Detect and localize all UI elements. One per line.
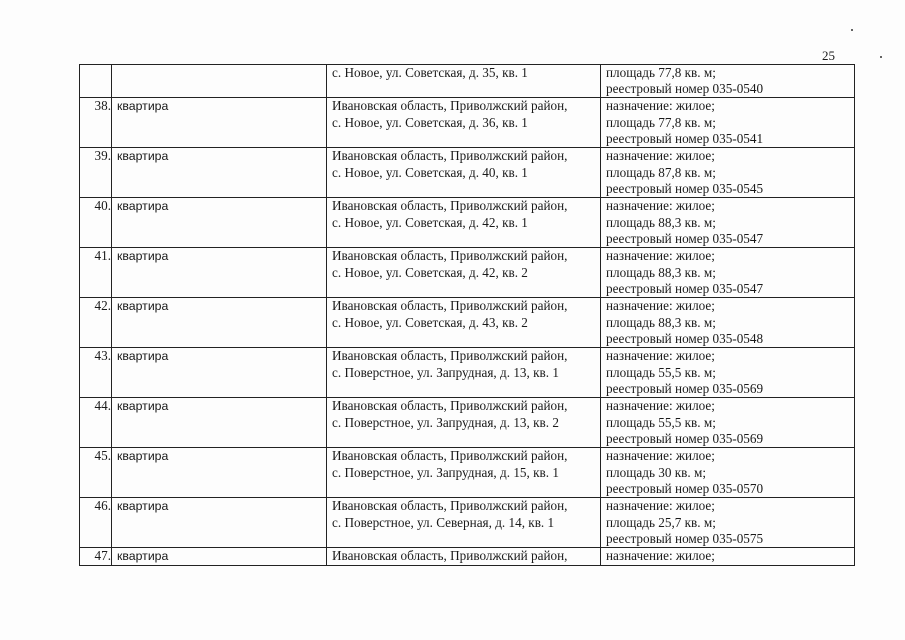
object-type-cell: квартира (112, 548, 327, 565)
row-number-cell (80, 65, 112, 98)
details-line: назначение: жилое; (606, 248, 715, 264)
details-line: площадь 55,5 кв. м; (606, 364, 716, 380)
address-line: с. Новое, ул. Советская, д. 36, кв. 1 (332, 114, 528, 130)
details-line: площадь 88,3 кв. м; (606, 314, 716, 330)
details-line: площадь 55,5 кв. м; (606, 414, 716, 430)
table-row (80, 198, 855, 248)
address-cell (327, 448, 601, 498)
row-number-cell: 42. (80, 298, 112, 348)
object-type-cell: квартира (112, 398, 327, 448)
details-line: реестровый номер 035-0540 (606, 81, 764, 97)
table-row (80, 298, 855, 348)
table-row (80, 148, 855, 198)
object-type-cell: квартира (112, 198, 327, 248)
details-line: реестровый номер 035-0569 (606, 430, 764, 446)
details-cell (601, 348, 855, 398)
address-line: с. Новое, ул. Советская, д. 42, кв. 1 (332, 214, 528, 230)
address-line: Ивановская область, Приволжский район, (332, 298, 568, 314)
address-cell (327, 198, 601, 248)
row-number-cell: 44. (80, 398, 112, 448)
address-cell (327, 298, 601, 348)
row-number-cell: 47. (80, 548, 112, 565)
address-line: Ивановская область, Приволжский район, (332, 198, 568, 214)
details-cell (601, 148, 855, 198)
object-type-cell: квартира (112, 498, 327, 548)
row-number-cell: 41. (80, 248, 112, 298)
address-line: с. Поверстное, ул. Северная, д. 14, кв. 1 (332, 514, 555, 530)
details-line: назначение: жилое; (606, 448, 715, 464)
address-cell (327, 148, 601, 198)
details-cell (601, 198, 855, 248)
address-cell (327, 398, 601, 448)
details-line: площадь 77,8 кв. м; (606, 65, 716, 80)
address-line: Ивановская область, Приволжский район, (332, 248, 568, 264)
details-cell (601, 498, 855, 548)
details-line: назначение: жилое; (606, 348, 715, 364)
table-body (80, 65, 855, 566)
address-cell (327, 248, 601, 298)
details-cell (601, 248, 855, 298)
address-line: Ивановская область, Приволжский район, (332, 148, 568, 164)
object-type-cell: квартира (112, 148, 327, 198)
object-type-cell: квартира (112, 298, 327, 348)
address-cell (327, 98, 601, 148)
address-line: Ивановская область, Приволжский район, (332, 498, 568, 514)
row-number-cell: 45. (80, 448, 112, 498)
address-cell (327, 348, 601, 398)
details-line: площадь 88,3 кв. м; (606, 264, 716, 280)
address-line: Ивановская область, Приволжский район, (332, 98, 568, 114)
object-type-cell: квартира (112, 448, 327, 498)
table-row (80, 348, 855, 398)
table-row (80, 398, 855, 448)
object-type-cell: квартира (112, 98, 327, 148)
table-row (80, 248, 855, 298)
table-row (80, 548, 855, 565)
details-line: площадь 87,8 кв. м; (606, 164, 716, 180)
details-line: реестровый номер 035-0548 (606, 330, 764, 346)
address-line: с. Новое, ул. Советская, д. 35, кв. 1 (332, 65, 528, 80)
table-row (80, 498, 855, 548)
details-cell (601, 98, 855, 148)
details-line: реестровый номер 035-0547 (606, 230, 764, 246)
table-row (80, 65, 855, 98)
scan-speck (851, 29, 853, 31)
address-line: Ивановская область, Приволжский район, (332, 448, 568, 464)
address-cell (327, 548, 601, 565)
address-line: Ивановская область, Приволжский район, (332, 398, 568, 414)
details-line: назначение: жилое; (606, 498, 715, 514)
scan-speck (880, 56, 882, 58)
address-line: Ивановская область, Приволжский район, (332, 348, 568, 364)
address-cell (327, 65, 601, 98)
details-cell (601, 65, 855, 98)
details-line: площадь 30 кв. м; (606, 464, 706, 480)
page-number: 25 (822, 48, 835, 63)
table-row (80, 98, 855, 148)
details-cell (601, 448, 855, 498)
details-line: реестровый номер 035-0575 (606, 530, 764, 546)
object-type-cell: квартира (112, 348, 327, 398)
address-line: с. Новое, ул. Советская, д. 42, кв. 2 (332, 264, 528, 280)
details-cell (601, 398, 855, 448)
details-line: площадь 77,8 кв. м; (606, 114, 716, 130)
row-number-cell: 43. (80, 348, 112, 398)
address-line: с. Новое, ул. Советская, д. 40, кв. 1 (332, 164, 528, 180)
object-type-cell: квартира (112, 248, 327, 298)
property-registry-table (79, 64, 855, 566)
address-line: с. Поверстное, ул. Запрудная, д. 15, кв. 1 (332, 464, 559, 480)
details-cell (601, 298, 855, 348)
row-number-cell: 39. (80, 148, 112, 198)
details-line: реестровый номер 035-0570 (606, 480, 764, 496)
row-number-cell: 46. (80, 498, 112, 548)
details-line: реестровый номер 035-0569 (606, 380, 764, 396)
details-line: назначение: жилое; (606, 198, 715, 214)
address-line: Ивановская область, Приволжский район, (332, 548, 568, 564)
details-line: назначение: жилое; (606, 298, 715, 314)
address-line: с. Новое, ул. Советская, д. 43, кв. 2 (332, 314, 528, 330)
details-line: назначение: жилое; (606, 148, 715, 164)
details-line: площадь 25,7 кв. м; (606, 514, 716, 530)
details-line: назначение: жилое; (606, 398, 715, 414)
details-line: реестровый номер 035-0541 (606, 130, 764, 146)
object-type-cell (112, 65, 327, 98)
details-line: назначение: жилое; (606, 548, 715, 564)
details-line: назначение: жилое; (606, 98, 715, 114)
address-cell (327, 498, 601, 548)
row-number-cell: 38. (80, 98, 112, 148)
details-line: площадь 88,3 кв. м; (606, 214, 716, 230)
address-line: с. Поверстное, ул. Запрудная, д. 13, кв. 2 (332, 414, 559, 430)
details-cell (601, 548, 855, 565)
details-line: реестровый номер 035-0545 (606, 180, 764, 196)
details-line: реестровый номер 035-0547 (606, 280, 764, 296)
row-number-cell: 40. (80, 198, 112, 248)
address-line: с. Поверстное, ул. Запрудная, д. 13, кв. 1 (332, 364, 559, 380)
table-row (80, 448, 855, 498)
